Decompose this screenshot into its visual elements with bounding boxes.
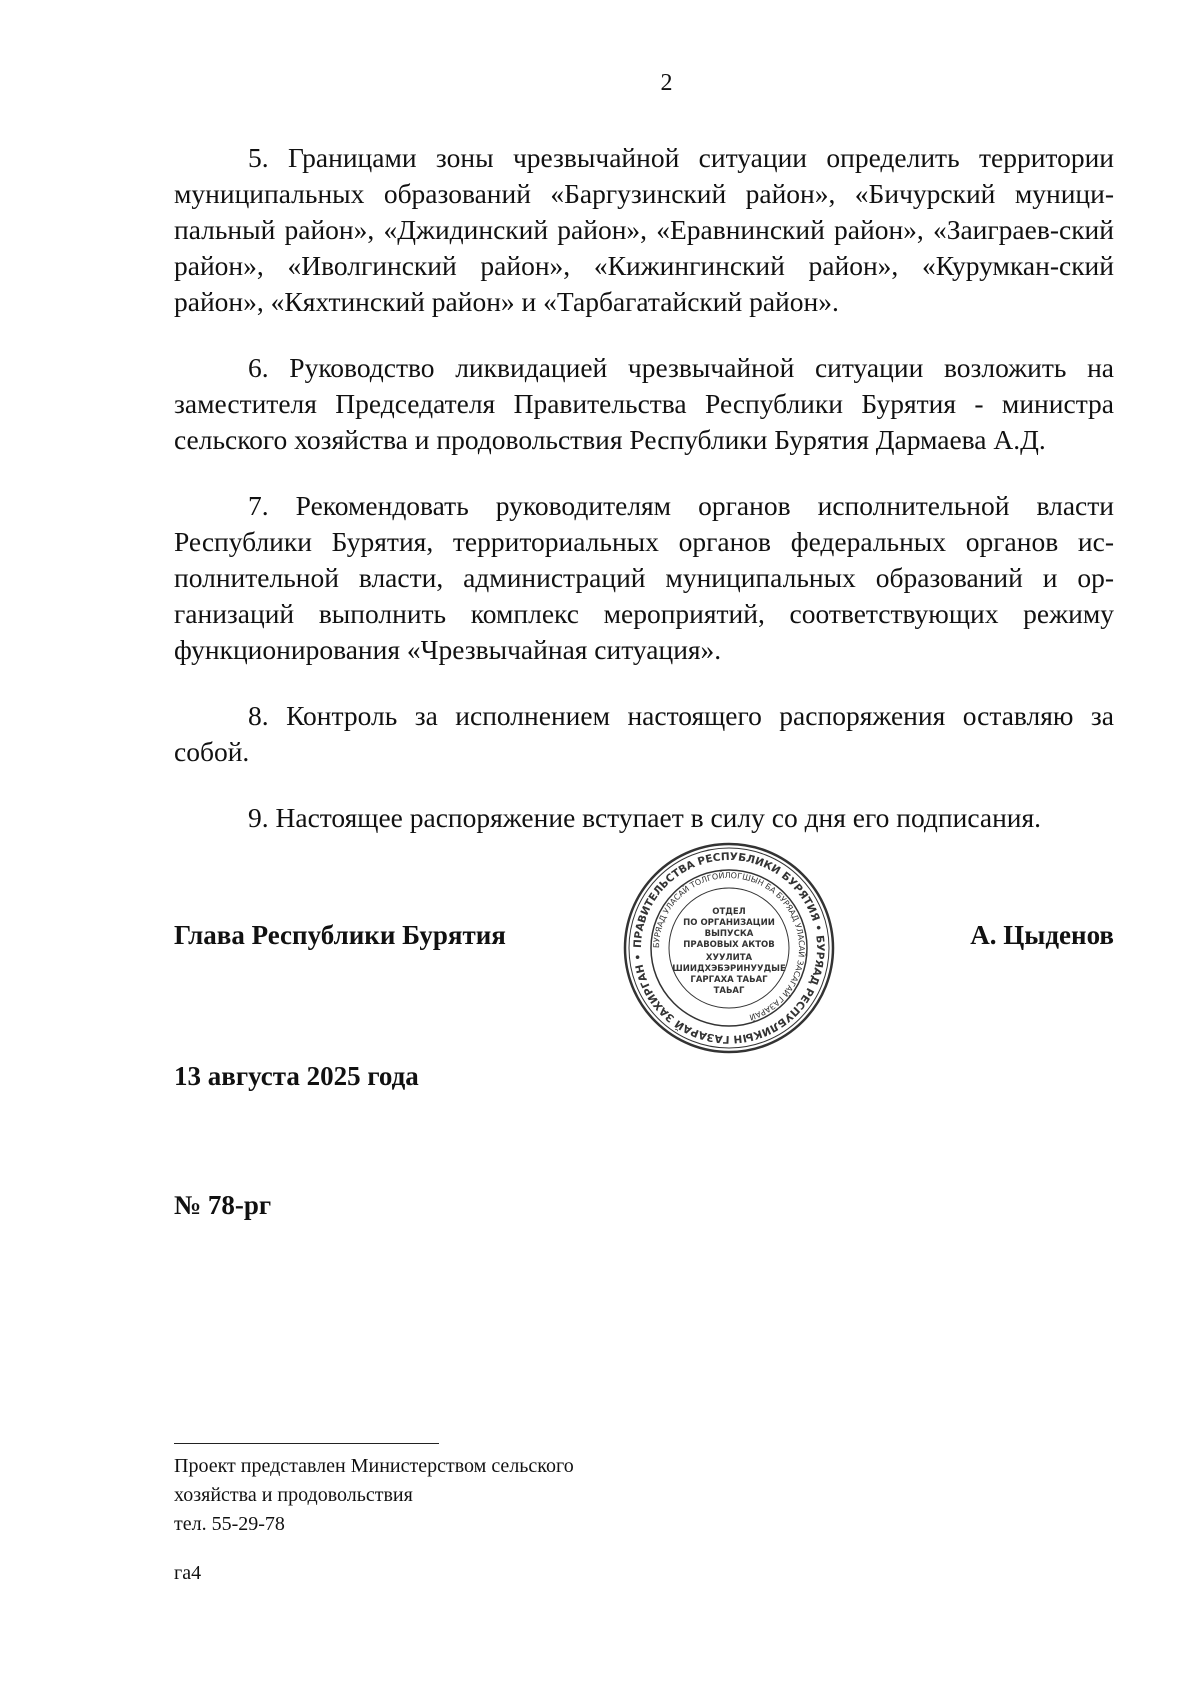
seal-center-line: ГАРГАХА ТАЬАГ (690, 975, 768, 985)
seal-center-line: ОТДЕЛ (712, 907, 746, 917)
footer-phone: тел. 55-29-78 (174, 1513, 285, 1535)
seal-center-line: ХУУЛИТА (705, 953, 753, 963)
seal-center-line: ПО ОРГАНИЗАЦИИ (683, 918, 775, 928)
paragraph-8: 8. Контроль за исполнением настоящего распоряжения оставляю за собой. (174, 700, 1114, 767)
footer-line-1: Проект представлен Министерством сельского (174, 1455, 574, 1477)
seal-center-line: ПРАВОВЫХ АКТОВ (683, 940, 775, 950)
seal-icon (619, 838, 839, 1058)
official-seal-stamp (619, 838, 839, 1058)
document-date: 13 августа 2025 года (174, 1061, 419, 1091)
footer-divider (174, 1443, 439, 1444)
signatory-name: А. Цыденов (970, 920, 1114, 950)
seal-ring-text: ПРАВИТЕЛЬСТВА РЕСПУБЛИКИ БУРЯТИЯ • БУРЯАД РЕСПУБЛИКЫН ГАЗАРАЙ ЗАХИРГАН • (631, 850, 827, 1046)
paragraph-9: 9. Настоящее распоряжение вступает в силу со дня его подписания. (248, 802, 1042, 833)
document-body (174, 140, 1114, 866)
footer-code: га4 (174, 1562, 202, 1584)
seal-center-line: ВЫПУСКА (704, 929, 754, 939)
paragraph-7: 7. Рекомендовать руководителям органов исполнительной власти Республики Бурятия, территориальных органов федеральных органов ис-полнительной власти, администраций муниципальных образований и ор-ганизаций выполнить комплекс мероприятий, соответствующих режиму функционирования «Чрезвычайная ситуация». (174, 490, 1114, 665)
footer-note (174, 1452, 574, 1539)
document-number: № 78-рг (174, 1190, 272, 1220)
footer-line-2: хозяйства и продовольствия (174, 1484, 413, 1506)
paragraph-6: 6. Руководство ликвидацией чрезвычайной ситуации возложить на заместителя Председателя Правительства Республики Бурятия - министра сельского хозяйства и продовольствия Республики Бурятия Дармаева А.Д. (174, 352, 1114, 455)
seal-center-line: ТАЬАГ (713, 986, 745, 996)
signatory-title: Глава Республики Бурятия (174, 920, 506, 950)
page-number: 2 (660, 70, 673, 96)
paragraph-5: 5. Границами зоны чрезвычайной ситуации определить территории муниципальных образований «Баргузинский район», «Бичурский муници-пальный район», «Джидинский район», «Еравнинский район», «Заиграев-ский район», «Иволгинский район», «Кижингинский район», «Курумкан-ский район», «Кяхтинский район» и «Тарбагатайский район». (174, 142, 1114, 317)
seal-center-line: ШИИДХЭБЭРИНУУДЫЕ (672, 964, 786, 974)
seal-inner-ring-text: БУРЯАД УЛАСАЙ ТОЛГОЙЛОГШЫН БА БУРЯАД УЛАСАЙ ЗАСАГАЙ ГАЗАРАЙ (651, 870, 807, 1022)
